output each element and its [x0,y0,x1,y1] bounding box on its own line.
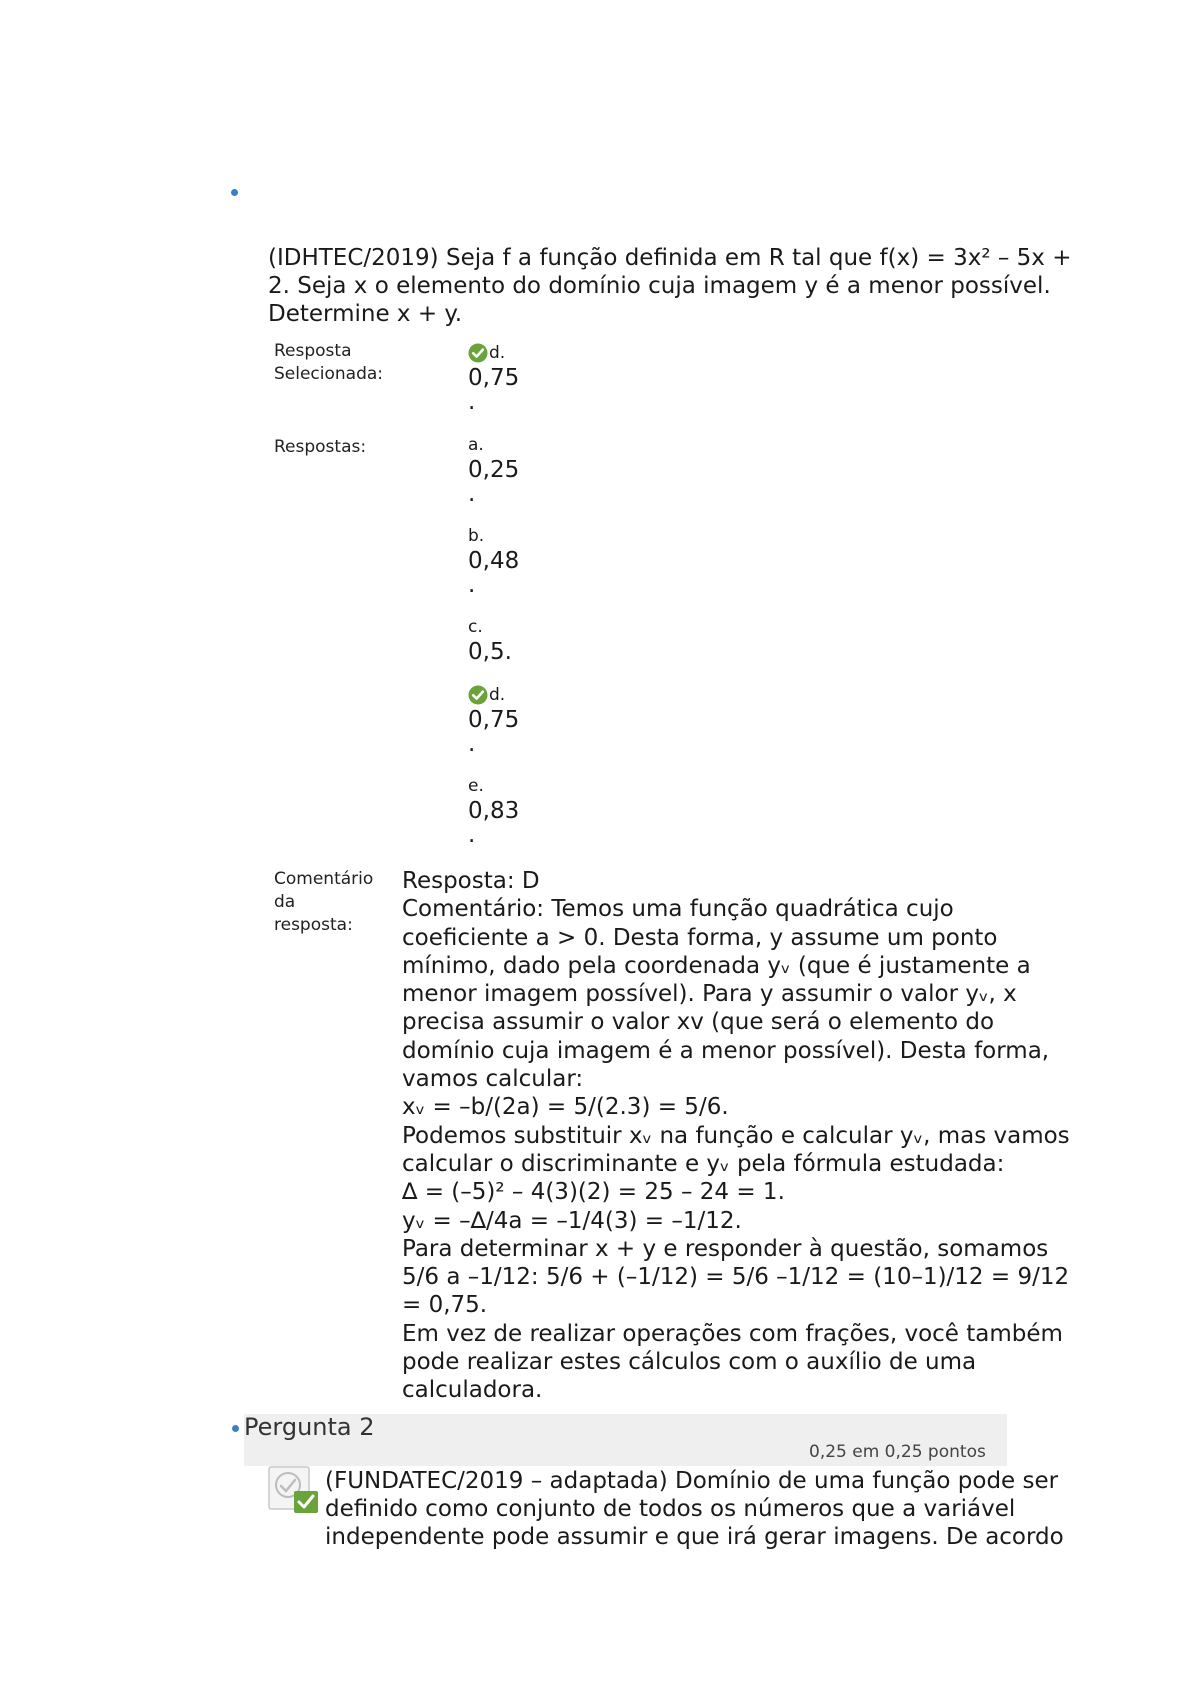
answer-dot: . [468,389,476,415]
question-line: (IDHTEC/2019) Seja f a função definida em R tal que f(x) = 3x² – 5x + [268,245,1072,271]
comment-line: = 0,75. [402,1292,488,1319]
comment-line: domínio cuja imagem é a menor possível). Desta forma, [402,1037,1050,1064]
comment-line: vamos calcular: [402,1066,584,1093]
comment-line: precisa assumir o valor xv (que será o elemento do [402,1009,995,1036]
list-bullet [232,1425,239,1432]
comment-line: Em vez de realizar operações com frações, você também [402,1320,1063,1347]
answer-value: 0,75 [468,365,520,391]
answer-value: 0,25 [468,457,520,483]
answer-option-c [468,616,512,666]
answer-letter: e. [468,776,484,796]
comment-line: ∆ = (–5)² – 4(3)(2) = 25 – 24 = 1. [402,1179,785,1206]
comment-line: Podemos substituir xᵥ na função e calcular yᵥ, mas vamos [402,1122,1070,1149]
comment-line: xᵥ = –b/(2a) = 5/(2.3) = 5/6. [402,1094,729,1121]
check-circle-icon [468,343,488,363]
graded-correct-icon [268,1465,320,1515]
answer-letter: b. [468,526,485,546]
answer-letter: c. [468,617,483,637]
answer-letter: d. [489,343,506,363]
selected-answer [468,342,520,415]
answer-option-d [468,684,520,757]
answer-dot: . [468,572,476,598]
check-circle-icon [468,685,488,705]
answer-value: 0,48 [468,548,520,574]
answers-label: Respostas: [274,437,367,457]
answer-option-b [468,525,520,598]
answer-value: 0,83 [468,798,520,824]
question-line: 2. Seja x o elemento do domínio cuja imagem y é a menor possível. [268,273,1051,299]
comment-line: coeficiente a > 0. Desta forma, y assume um ponto [402,924,998,951]
question-1-text [268,244,1128,328]
question-2-points: 0,25 em 0,25 pontos [809,1442,986,1462]
comment-line: calcular o discriminante e yᵥ pela fórmula estudada: [402,1150,1005,1177]
answer-letter: a. [468,435,484,455]
comment-line: mínimo, dado pela coordenada yᵥ (que é justamente a [402,952,1031,979]
question-line: Determine x + y. [268,301,463,327]
comment-line: 5/6 a –1/12: 5/6 + (–1/12) = 5/6 –1/12 = (10–1)/12 = 9/12 [402,1264,1070,1291]
comment-label: Comentário da resposta: [274,869,374,935]
question-line: (FUNDATEC/2019 – adaptada) Domínio de uma função pode ser [325,1468,1059,1494]
answer-comment [402,867,1122,1405]
question-line: independente pode assumir e que irá gerar imagens. De acordo [325,1524,1064,1550]
answer-option-a [468,434,520,507]
answer-dot: . [468,481,476,507]
comment-line: Resposta: D [402,868,540,894]
answer-letter: d. [489,685,506,705]
comment-line: Para determinar x + y e responder à questão, somamos [402,1235,1049,1262]
answer-dot: . [468,731,476,757]
comment-line: calculadora. [402,1377,543,1404]
list-bullet [231,189,238,196]
comment-line: menor imagem possível). Para y assumir o valor yᵥ, x [402,981,1017,1008]
comment-line: pode realizar estes cálculos com o auxílio de uma [402,1349,977,1376]
answer-value: 0,75 [468,707,520,733]
comment-line: Comentário: Temos uma função quadrática cujo [402,896,954,923]
question-2-text [325,1467,1125,1551]
question-2-title: Pergunta 2 [244,1413,375,1441]
answer-dot: . [468,822,476,848]
answer-value: 0,5. [468,639,512,665]
comment-line: yᵥ = –∆/4a = –1/4(3) = –1/12. [402,1207,742,1234]
question-line: definido como conjunto de todos os números que a variável [325,1496,1016,1522]
selected-answer-label: Resposta Selecionada: [274,341,384,384]
answer-option-e [468,775,520,848]
